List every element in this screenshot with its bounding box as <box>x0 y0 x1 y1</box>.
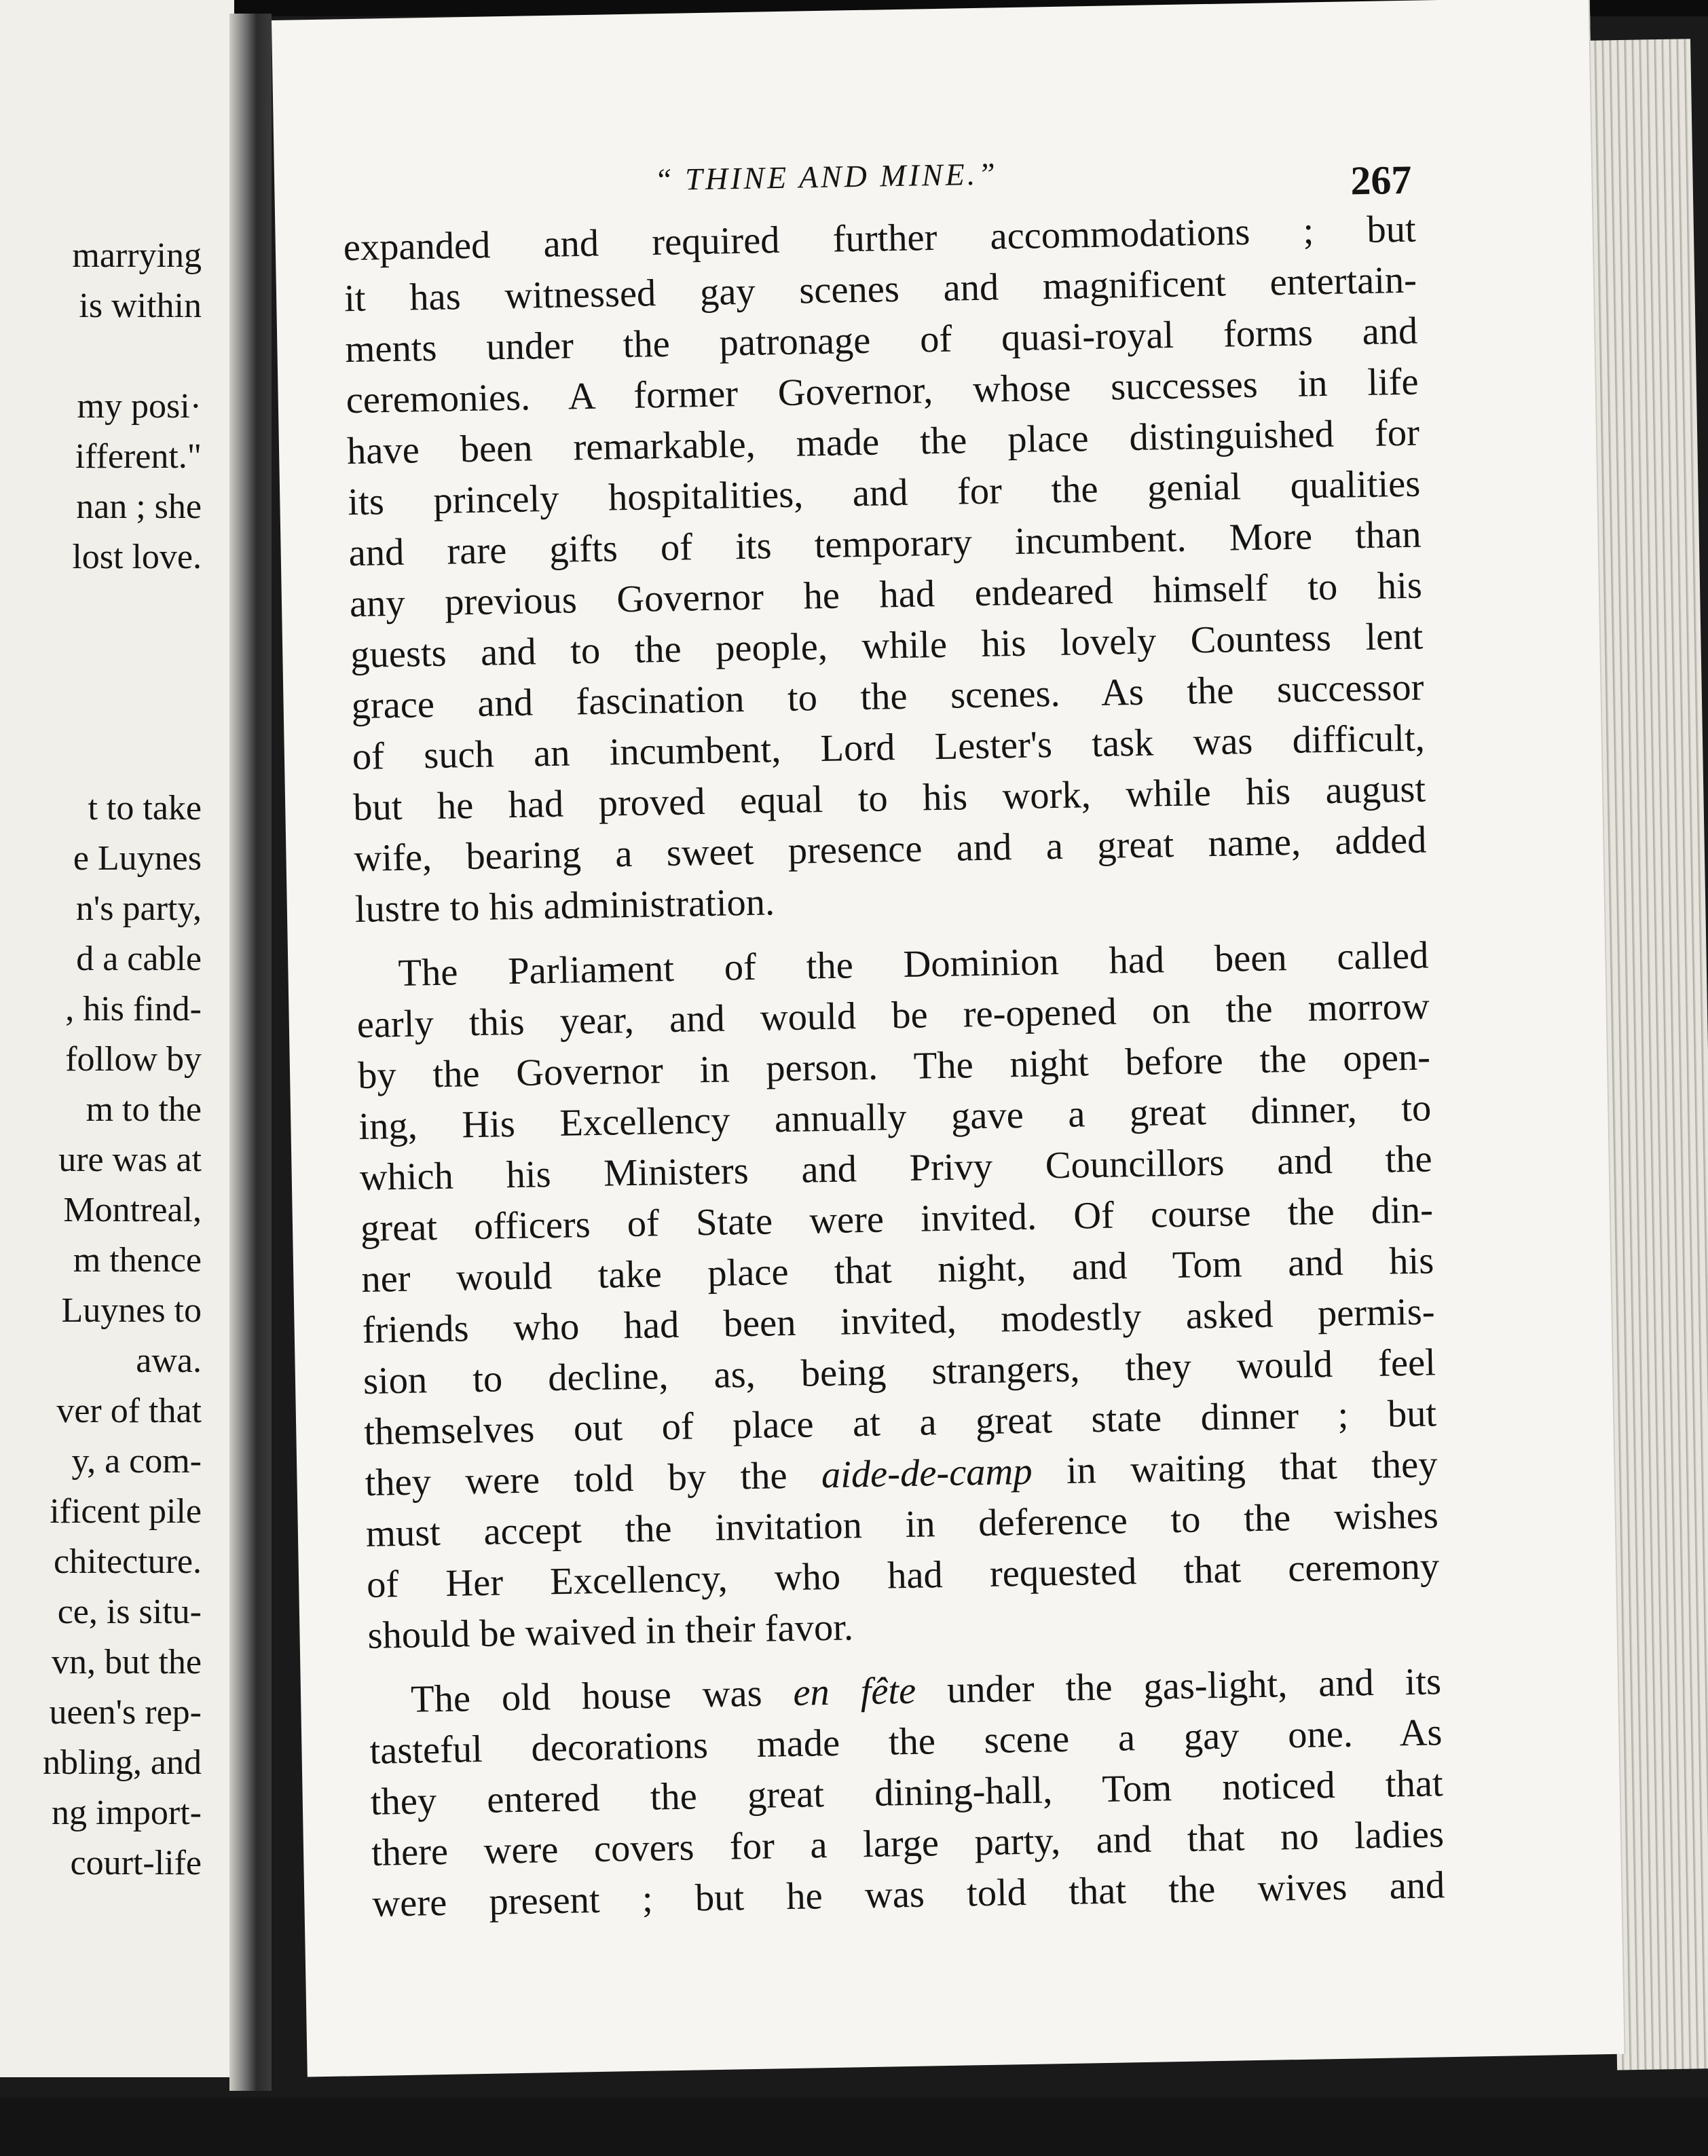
text-line: wife, bearing a sweet presence and a great name, added <box>354 819 1427 880</box>
left-page-line: n's party, <box>75 889 202 928</box>
page-number: 267 <box>1350 157 1412 204</box>
text-line: ner would take place that night, and Tom and his <box>360 1240 1434 1301</box>
text-line: it has witnessed gay scenes and magnificent entertain- <box>344 259 1417 320</box>
left-page-line: ificent pile <box>50 1492 202 1531</box>
text-line: which his Ministers and Privy Councillors and the <box>359 1138 1433 1199</box>
text-line: sion to decline, as, being strangers, they would feel <box>363 1341 1436 1402</box>
left-page-line <box>0 733 202 783</box>
left-page-line: chitecture. <box>54 1542 202 1581</box>
left-page-line: court-life <box>70 1844 202 1882</box>
left-page-line: ng import- <box>52 1793 202 1832</box>
text-line: of Her Excellency, who had requested that ceremony <box>366 1545 1440 1606</box>
left-page-line: Luynes to <box>61 1291 202 1330</box>
left-page-line: , his find- <box>65 990 202 1028</box>
left-page-line: ueen's rep- <box>49 1693 202 1732</box>
text-line: of such an incumbent, Lord Lester's task was difficult, <box>352 717 1426 779</box>
left-page-line: e Luynes <box>73 839 202 878</box>
text-fragment: The old house was <box>410 1671 794 1721</box>
left-page-line: nbling, and <box>43 1743 202 1782</box>
text-line: they entered the great dining-hall, Tom noticed that <box>370 1762 1444 1823</box>
text-fragment: they were told by the <box>365 1454 822 1504</box>
left-page-line: ifferent." <box>75 437 202 476</box>
left-page-line: ure was at <box>58 1140 202 1179</box>
text-line: should be waived in their favor. <box>367 1606 854 1657</box>
text-line: expanded and required further accommodations ; but <box>343 208 1417 270</box>
text-line: but he had proved equal to his work, while his august <box>352 768 1426 830</box>
italic-term: aide-de-camp <box>821 1450 1033 1497</box>
left-page-line: is within <box>79 286 202 325</box>
text-line: and rare gifts of its temporary incumbent. More than <box>348 513 1422 575</box>
italic-term: en fête <box>792 1669 916 1714</box>
right-page <box>272 0 1626 2077</box>
left-page-line: vn, but the <box>52 1643 202 1681</box>
running-title: “ THINE AND MINE.” <box>654 156 999 198</box>
text-line: by the Governor in person. The night before the open- <box>357 1036 1431 1098</box>
text-fragment: in waiting that they <box>1031 1443 1438 1493</box>
left-page-line <box>0 331 202 382</box>
text-line: any previous Governor he had endeared himself to his <box>349 564 1423 626</box>
text-line: have been remarkable, made the place distinguished for <box>346 411 1420 473</box>
left-page-line <box>0 633 202 683</box>
text-line: ing, His Excellency annually gave a great dinner, to <box>358 1087 1432 1149</box>
left-page-line: marrying <box>72 236 202 275</box>
left-page-line <box>0 683 202 733</box>
left-page-line: t to take <box>88 789 202 828</box>
left-page <box>0 0 234 2077</box>
text-line: guests and to the people, while his lovely Countess lent <box>350 615 1424 677</box>
text-line: were present ; but he was told that the wives and <box>371 1864 1445 1925</box>
text-line: friends who had been invited, modestly asked permis- <box>362 1290 1436 1352</box>
left-page-line: m thence <box>73 1241 202 1280</box>
page-header <box>274 130 1412 210</box>
text-line: grace and fascination to the scenes. As the successor <box>351 666 1424 728</box>
text-line: its princely hospitalities, and for the genial qualities <box>347 462 1421 524</box>
left-page-line: awa. <box>136 1341 202 1380</box>
left-page-text <box>0 231 202 1889</box>
text-line: must accept the invitation in deference to the wishes <box>365 1494 1439 1555</box>
left-page-line <box>0 582 202 633</box>
text-line: lustre to his administration. <box>354 881 775 931</box>
left-page-line: Montreal, <box>63 1191 202 1229</box>
left-page-line: follow by <box>65 1040 202 1079</box>
left-page-line: lost love. <box>72 538 202 576</box>
body-text <box>343 204 1445 1930</box>
left-page-line: my posi· <box>77 387 202 426</box>
text-line: ceremonies. A former Governor, whose successes in life <box>346 360 1419 422</box>
text-fragment: under the gas-light, and its <box>915 1660 1442 1712</box>
text-line: ments under the patronage of quasi-royal forms and <box>344 310 1418 371</box>
left-page-line: nan ; she <box>76 487 202 526</box>
left-page-line: d a cable <box>76 940 202 978</box>
text-line: The Parliament of the Dominion had been called <box>397 934 1429 995</box>
book-gutter <box>229 14 272 2091</box>
text-line: tasteful decorations made the scene a gay one. As <box>369 1711 1443 1772</box>
left-page-line: m to the <box>86 1090 202 1129</box>
left-page-line: ce, is situ- <box>57 1593 202 1631</box>
text-line: there were covers for a large party, and that no ladies <box>371 1813 1445 1874</box>
left-page-line: y, a com- <box>71 1442 202 1481</box>
scan-border-bottom <box>0 2098 1708 2156</box>
left-page-line: ver of that <box>56 1392 202 1430</box>
text-line: themselves out of place at a great state dinner ; but <box>363 1392 1437 1453</box>
text-line: early this year, and would be re-opened on the morrow <box>356 985 1430 1047</box>
text-line: great officers of State were invited. Of course the din- <box>360 1189 1434 1250</box>
